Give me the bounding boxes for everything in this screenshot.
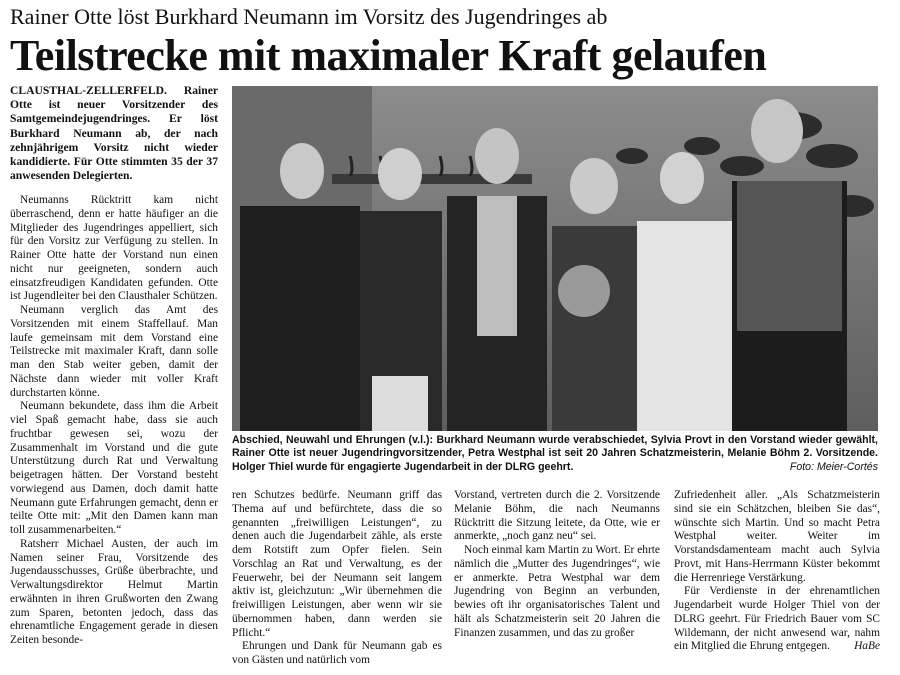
paragraph: ren Schutzes bedürfe. Neumann griff das Thema auf und befürchtete, dass die so genannten „freiwilligen Leistungen“, zu denen auch die Jugendarbeit zähle, als erste dem Rotstift zum Opfer fielen. Sein Vorschlag an Rat und Verwaltung, es der Feuerwehr, bei der Neumann seit langem aktiv ist, gleichzutun: „Wir übernehmen die freiwilligen Leistungen, aber wenn wir sie übernommen haben, dann werden sie Pflicht.“ (232, 489, 442, 639)
paragraph: Zufriedenheit aller. „Als Schatzmeisterin sind sie ein Schätzchen, bleiben Sie das“, wünschte sich Martin. Und so macht Petra Westphal weiter. Weiter im Vorstandsdamenteam macht auch Sylvia Provt, mit Hans-Herrmann Küster bekommt die Herrenriege Verstärkung. (674, 489, 880, 584)
paragraph: Ehrungen und Dank für Neumann gab es von Gästen und natürlich vom (232, 640, 442, 666)
paragraph (674, 585, 880, 654)
photo-caption (232, 434, 878, 474)
paragraph: Vorstand, vertreten durch die 2. Vorsitzende Melanie Böhm, die nach Neumanns Rücktritt die Sitzung leitete, da Otte, wie er anmerkte, „noch ganz neu“ sei. (454, 489, 660, 543)
article-lead: CLAUSTHAL-ZELLERFELD. Rainer Otte ist neuer Vorsitzender des Samtgemeindejugendringes. Er löst Burkhard Neumann ab, der nach zehnjährigem Vorsitz nicht wieder kandidierte. Für Otte stimmten 35 der 37 anwesenden Delegierten. (10, 84, 218, 183)
paragraph: Ratsherr Michael Austen, der auch im Namen seiner Frau, Vorsitzende des Jugendausschusses, Grüße überbrachte, und Verwaltungsdirektor Helmut Martin erwähnten in ihren Grußworten den Zwang zum Sparen, betonten jedoch, dass das ehrenamtliche Engagement gerade in diesen Zeiten besonde- (10, 537, 218, 646)
paragraph: Neumann bekundete, dass ihm die Arbeit viel Spaß gemacht habe, dass sie auch fruchtbar gewesen sei, wozu der Zusammenhalt im Vorstand und die gute Unterstützung durch Rat und Verwaltung beigetragen hätten. Der Vorstand besteht vorwiegend aus Damen, doch damit hatte Neumann gute Erfahrungen gemacht, denn er teilte Otte mit: „Mit den Damen kann man toll zusammenarbeiten.“ (10, 400, 218, 536)
paragraph-text: Für Verdienste in der ehrenamtlichen Jugendarbeit wurde Holger Thiel von der DLRG geehrt. Für Friedrich Bauer vom SC Wildemann, der nicht anwesend war, nahm ein Mitglied die Ehrung entgegen. (674, 585, 880, 653)
article-headline: Teilstrecke mit maximaler Kraft gelaufen (10, 31, 767, 80)
article-column-3 (454, 489, 660, 640)
caption-text: Abschied, Neuwahl und Ehrungen (v.l.): Burkhard Neumann wurde verabschiedet, Sylvia Provt in den Vorstand wieder gewählt, Rainer Otte ist neuer Jugendringvorsitzender, Petra Westphal ist seit 20 Jahren Schatzmeisterin, Melanie Böhm 2. Vorsitzende. Holger Thiel wurde für engagierte Jugendarbeit in der DLRG geehrt. (232, 434, 878, 473)
paragraph: Noch einmal kam Martin zu Wort. Er ehrte nämlich die „Mutter des Jugendringes“, wie er anmerkte. Petra Westphal war dem Jugendring von Beginn an verbunden, bewies oft ihr organisatorisches Talent und hält als Schatzmeisterin seit 20 Jahren die Finanzen zusammen, und das zu großer (454, 544, 660, 639)
photo-credit: Foto: Meier-Cortés (789, 460, 878, 473)
article-column-1 (10, 194, 218, 648)
paragraph: Neumann verglich das Amt des Vorsitzenden mit einem Staffellauf. Man laufe gemeinsam mit dem Vorstand eine Teilstrecke mit maximaler Kraft, dann solle man den Stab weiter geben, damit der Nächste dann wieder mit voller Kraft durchstarten könne. (10, 304, 218, 399)
paragraph: Neumanns Rücktritt kam nicht überraschend, denn er hatte häufiger an die Mitglieder des Jugendringes appelliert, sich für den Vorsitz zur Verfügung zu stellen. In Rainer Otte hatte der Vorstand nun einen nicht nur geeigneten, sondern auch einsatzfreudigen Kandidaten gefunden. Otte ist Jugendleiter bei den Clausthaler Schützen. (10, 194, 218, 303)
author-signature: HaBe (854, 640, 880, 653)
article-column-4 (674, 489, 880, 654)
article-kicker: Rainer Otte löst Burkhard Neumann im Vorsitz des Jugendringes ab (10, 4, 608, 29)
group-photo (232, 86, 878, 431)
article-column-2 (232, 489, 442, 668)
